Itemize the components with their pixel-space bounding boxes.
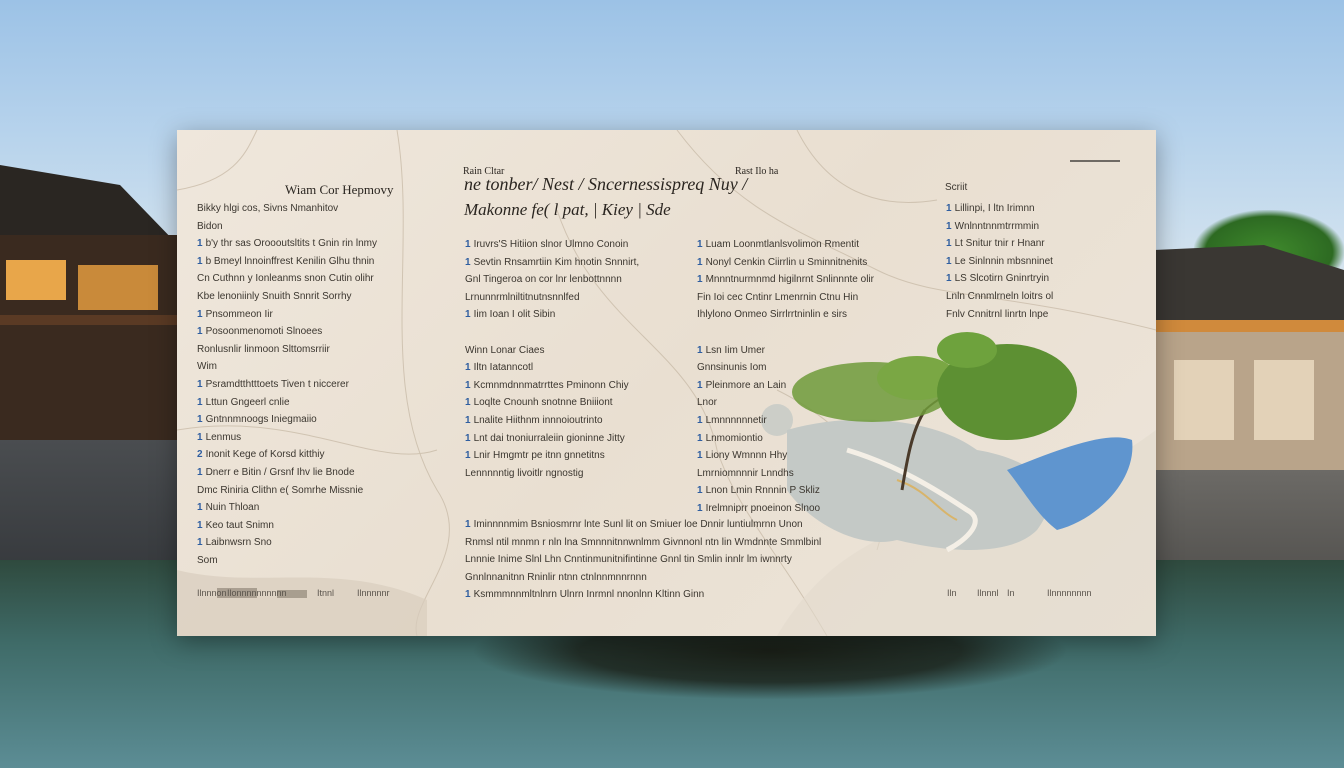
water-reflection bbox=[470, 630, 1070, 700]
legend-text: Nonyl Cenkin Ciirrlin u Sminnitnenits bbox=[705, 256, 868, 268]
legend-text: Lsn Iim Umer bbox=[705, 344, 766, 356]
legend-row bbox=[946, 270, 1053, 288]
legend-number: 2 bbox=[197, 449, 203, 461]
legend-row bbox=[465, 394, 639, 412]
legend-row bbox=[697, 377, 874, 395]
legend-text: Gnl Tingeroa on cor lnr lenbottnnnn bbox=[465, 274, 622, 286]
legend-text bbox=[697, 327, 700, 338]
legend-text: Pnsommeon Iir bbox=[205, 308, 273, 320]
legend-row bbox=[197, 499, 377, 517]
legend-row bbox=[465, 465, 639, 483]
footer-label: Ilnnnnnr bbox=[357, 588, 390, 598]
legend-text: Inonit Kege of Korsd kitthiy bbox=[205, 449, 325, 461]
legend-text: Irelmniprr pnoeinon Slnoo bbox=[705, 502, 821, 514]
legend-text: Fin Ioi cec Cntinr Lmenrnin Ctnu Hin bbox=[697, 291, 859, 303]
legend-row bbox=[697, 394, 874, 412]
legend-text: Gnnlnnanitnn Rninlir ntnn ctnlnnmnnrnnn bbox=[465, 571, 647, 583]
legend-column-e bbox=[465, 516, 821, 604]
legend-number: 1 bbox=[697, 379, 703, 391]
legend-text: b'y thr sas Oroooutsltits t Gnin rin lnmy bbox=[205, 238, 377, 250]
legend-number: 1 bbox=[697, 485, 703, 497]
right-column-heading: Scriit bbox=[945, 182, 968, 193]
legend-text: Ksmmmnnmltnlnrn Ulnrn Inrmnl nnonlnn Kltinn Ginn bbox=[473, 589, 705, 601]
legend-text: Lttun Gngeerl cnlie bbox=[205, 396, 290, 408]
legend-row bbox=[465, 516, 821, 534]
legend-text: Cn Cuthnn y Ionleanms snon Cutin olihr bbox=[197, 273, 374, 285]
legend-number: 1 bbox=[197, 255, 203, 267]
legend-column-a bbox=[197, 200, 377, 569]
legend-text: Lnmomiontio bbox=[705, 432, 763, 444]
legend-row bbox=[946, 288, 1053, 306]
legend-number: 1 bbox=[197, 431, 203, 443]
legend-text: Mnnntnurmnmd higilnrnt Snlinnnte olir bbox=[705, 274, 874, 286]
legend-text: b Bmeyl lnnoinffrest Kenilin Glhu thnin bbox=[205, 255, 375, 267]
legend-number: 1 bbox=[465, 256, 471, 268]
legend-text: Lnalite Hiithnm innnoioutrinto bbox=[473, 414, 603, 426]
legend-text: Lennnnntig livoitlr ngnostig bbox=[465, 467, 584, 479]
legend-number: 1 bbox=[197, 238, 203, 250]
legend-row bbox=[465, 412, 639, 430]
legend-text: Laibnwsrn Sno bbox=[205, 537, 272, 549]
footer-label: In bbox=[1007, 588, 1015, 598]
legend-number: 1 bbox=[946, 203, 952, 214]
map-panel bbox=[177, 130, 1156, 636]
legend-text: LS Slcotirn Gninrtryin bbox=[954, 273, 1050, 285]
legend-number: 1 bbox=[697, 344, 703, 356]
legend-text: Sevtin Rnsamrtiin Kim hnotin Snnnirt, bbox=[473, 256, 640, 268]
legend-number: 1 bbox=[197, 378, 203, 390]
legend-row bbox=[465, 271, 639, 289]
legend-row bbox=[465, 586, 821, 604]
legend-number: 1 bbox=[697, 274, 703, 286]
legend-number: 1 bbox=[465, 379, 471, 391]
legend-text: Wnlnntnnmtrrmmin bbox=[954, 220, 1040, 232]
legend-number: 1 bbox=[197, 466, 203, 478]
legend-number: 1 bbox=[197, 519, 203, 531]
legend-row bbox=[197, 411, 377, 429]
legend-number: 1 bbox=[465, 519, 471, 530]
legend-number: 1 bbox=[946, 273, 952, 285]
legend-row bbox=[197, 200, 377, 218]
legend-row bbox=[465, 254, 639, 272]
legend-number: 1 bbox=[465, 589, 471, 601]
legend-text: Lmrniomnnnir Lnndhs bbox=[697, 467, 794, 479]
legend-row bbox=[197, 429, 377, 447]
legend-row bbox=[197, 218, 377, 236]
legend-text: Liony Wmnnn Hhy bbox=[705, 450, 788, 462]
legend-row bbox=[465, 430, 639, 448]
legend-text: Iruvrs'S Hitiion slnor Ulmno Conoin bbox=[473, 239, 629, 250]
legend-row bbox=[465, 569, 821, 587]
legend-row bbox=[465, 236, 639, 254]
legend-row bbox=[697, 236, 874, 254]
left-hanok-building bbox=[0, 165, 180, 465]
legend-text: Lnir Hmgmtr pe itnn gnnetitns bbox=[473, 450, 605, 462]
footer-label: Ilnnnl bbox=[977, 588, 999, 598]
legend-text: Lmnnnnnnetir bbox=[705, 414, 767, 426]
legend-text: Lnnnie Inime Slnl Lhn Cnntinmunitnifintinne Gnnl tin Smlin innlr lm iwnnrty bbox=[465, 554, 792, 566]
legend-number: 1 bbox=[465, 432, 471, 444]
legend-number: 1 bbox=[465, 362, 471, 374]
legend-text: Som bbox=[197, 554, 218, 566]
legend-text: Iminnnnmim Bsniosmrnr lnte Sunl lit on Smiuer loe Dnnir luntiulmrnn Unon bbox=[473, 519, 803, 530]
legend-number: 1 bbox=[946, 238, 952, 250]
legend-text: Winn Lonar Ciaes bbox=[465, 344, 545, 356]
legend-row bbox=[946, 200, 1053, 218]
legend-number: 1 bbox=[697, 432, 703, 444]
legend-text bbox=[465, 327, 468, 338]
legend-row bbox=[197, 288, 377, 306]
legend-number: 1 bbox=[946, 255, 952, 267]
heading-small-a: Rain Cltar bbox=[463, 166, 505, 177]
legend-text: Gnnsinunis Iom bbox=[697, 362, 767, 374]
legend-row bbox=[697, 412, 874, 430]
legend-row bbox=[465, 342, 639, 360]
legend-column-b bbox=[465, 236, 639, 482]
legend-row bbox=[946, 253, 1053, 271]
legend-row bbox=[946, 218, 1053, 236]
legend-row bbox=[697, 289, 874, 307]
legend-text: Loqlte Cnounh snotnne Bniiiont bbox=[473, 397, 613, 409]
legend-row bbox=[946, 235, 1053, 253]
legend-row bbox=[197, 482, 377, 500]
legend-text: Kbe lenoniinly Snuith Snnrit Sorrhy bbox=[197, 290, 352, 302]
legend-text: Lnt dai tnoniurraleiin gioninne Jitty bbox=[473, 432, 625, 444]
legend-column-c bbox=[697, 236, 874, 518]
right-hanok-building bbox=[1154, 230, 1344, 490]
heading-title-line2: Makonne fe( l pat, | Kiey | Sde bbox=[464, 200, 671, 219]
legend-row bbox=[197, 270, 377, 288]
legend-text: Posoonmenomoti Slnoees bbox=[205, 326, 323, 338]
legend-row bbox=[697, 430, 874, 448]
legend-row bbox=[197, 534, 377, 552]
footer-label: Ilonnnnnnnnnn bbox=[227, 588, 287, 598]
legend-row bbox=[465, 324, 639, 342]
legend-row bbox=[197, 394, 377, 412]
legend-text: Lnln Cnnmlrneln loitrs ol bbox=[946, 290, 1054, 302]
legend-number: 1 bbox=[197, 537, 203, 549]
legend-text: Keo taut Snimn bbox=[205, 519, 274, 531]
legend-row bbox=[697, 324, 874, 342]
legend-number: 1 bbox=[465, 309, 471, 321]
legend-row bbox=[197, 341, 377, 359]
legend-text: Lt Snitur tnir r Hnanr bbox=[954, 238, 1045, 250]
legend-row bbox=[697, 271, 874, 289]
heading-rule bbox=[1070, 160, 1120, 162]
legend-row bbox=[697, 359, 874, 377]
legend-row bbox=[197, 235, 377, 253]
legend-number: 1 bbox=[697, 450, 703, 462]
legend-row bbox=[197, 464, 377, 482]
heading-left-title: Wiam Cor Hepmovy bbox=[285, 182, 394, 197]
legend-text: Luam Loonmtlanlsvolimon Rmentit bbox=[705, 239, 859, 250]
legend-number: 1 bbox=[197, 502, 203, 514]
legend-row bbox=[697, 482, 874, 500]
legend-number: 1 bbox=[465, 414, 471, 426]
legend-text: Ihlylono Onmeo Sirrlrrtninlin e sirs bbox=[697, 309, 848, 321]
footer-label: Iln bbox=[947, 588, 957, 598]
legend-row bbox=[197, 306, 377, 324]
legend-row bbox=[465, 306, 639, 324]
legend-number: 1 bbox=[946, 220, 952, 232]
legend-text: Psramdtthtttoets Tiven t niccerer bbox=[205, 378, 349, 390]
legend-number: 1 bbox=[697, 256, 703, 268]
legend-text: Rnmsl ntil mnmn r nln lna Smnnnitnnwnlmm Givnnonl ntn lin Wmdnnte Smmlbinl bbox=[465, 536, 822, 548]
legend-number: 1 bbox=[197, 396, 203, 408]
footer-label: Ilnnnon bbox=[197, 588, 227, 598]
legend-row bbox=[197, 358, 377, 376]
legend-text: Le Sinlnnin mbsnninet bbox=[954, 255, 1053, 267]
legend-text: Lillinpi, I ltn Irimnn bbox=[954, 203, 1035, 214]
legend-number: 1 bbox=[697, 414, 703, 426]
legend-row bbox=[197, 446, 377, 464]
legend-text: Bikky hlgi cos, Sivns Nmanhitov bbox=[197, 203, 339, 214]
legend-row bbox=[697, 465, 874, 483]
legend-row bbox=[465, 377, 639, 395]
legend-row bbox=[697, 500, 874, 518]
legend-row bbox=[697, 306, 874, 324]
heading-small-b: Rast Ilo ha bbox=[735, 166, 779, 177]
legend-text: Kcmnmdnnmatrrttes Pminonn Chiy bbox=[473, 379, 629, 391]
legend-text: Lnon Lmin Rnnnin P Skliz bbox=[705, 485, 820, 497]
legend-text: Wim bbox=[197, 361, 217, 373]
legend-text: Pleinmore an Lain bbox=[705, 379, 787, 391]
heading-title-line1: ne tonber/ Nest / Sncernessispreq Nuy / bbox=[464, 174, 748, 194]
legend-row bbox=[197, 253, 377, 271]
legend-text: Iltn Iatanncotl bbox=[473, 362, 534, 374]
legend-row bbox=[465, 359, 639, 377]
legend-row bbox=[465, 551, 821, 569]
legend-row bbox=[197, 517, 377, 535]
legend-row bbox=[197, 552, 377, 570]
legend-row bbox=[465, 289, 639, 307]
legend-row bbox=[697, 447, 874, 465]
legend-text: Dmc Riniria Clithn e( Somrhe Missnie bbox=[197, 484, 364, 496]
legend-text: Iim Ioan I olit Sibin bbox=[473, 309, 556, 321]
footer-label: Itnnl bbox=[317, 588, 335, 598]
legend-row bbox=[697, 254, 874, 272]
legend-column-d bbox=[946, 200, 1053, 323]
legend-number: 1 bbox=[197, 326, 203, 338]
legend-number: 1 bbox=[465, 239, 471, 250]
legend-text: Bidon bbox=[197, 220, 223, 232]
legend-row bbox=[197, 323, 377, 341]
legend-text: Fnlv Cnnitrnl linrtn lnpe bbox=[946, 308, 1049, 320]
legend-row bbox=[465, 447, 639, 465]
legend-text: Nuin Thloan bbox=[205, 502, 260, 514]
legend-text: Lnor bbox=[697, 397, 718, 409]
legend-text: Dnerr e Bitin / Grsnf Ihv lie Bnode bbox=[205, 466, 355, 478]
legend-number: 1 bbox=[197, 308, 203, 320]
legend-text: Ronlusnlir linmoon Slttomsrriir bbox=[197, 343, 330, 355]
legend-number: 1 bbox=[197, 414, 203, 426]
legend-text: Lenmus bbox=[205, 431, 242, 443]
footer-label: Ilnnnnnnnn bbox=[1047, 588, 1092, 598]
legend-number: 1 bbox=[697, 239, 703, 250]
legend-number: 1 bbox=[697, 502, 703, 514]
legend-row bbox=[697, 342, 874, 360]
legend-number: 1 bbox=[465, 397, 471, 409]
legend-row bbox=[465, 534, 821, 552]
legend-row bbox=[946, 306, 1053, 324]
legend-text: Lrnunnrmlniltitnutnsnnlfed bbox=[465, 291, 580, 303]
legend-number: 1 bbox=[465, 450, 471, 462]
legend-text: Gntnnmnoogs Iniegmaiio bbox=[205, 414, 317, 426]
legend-row bbox=[197, 376, 377, 394]
